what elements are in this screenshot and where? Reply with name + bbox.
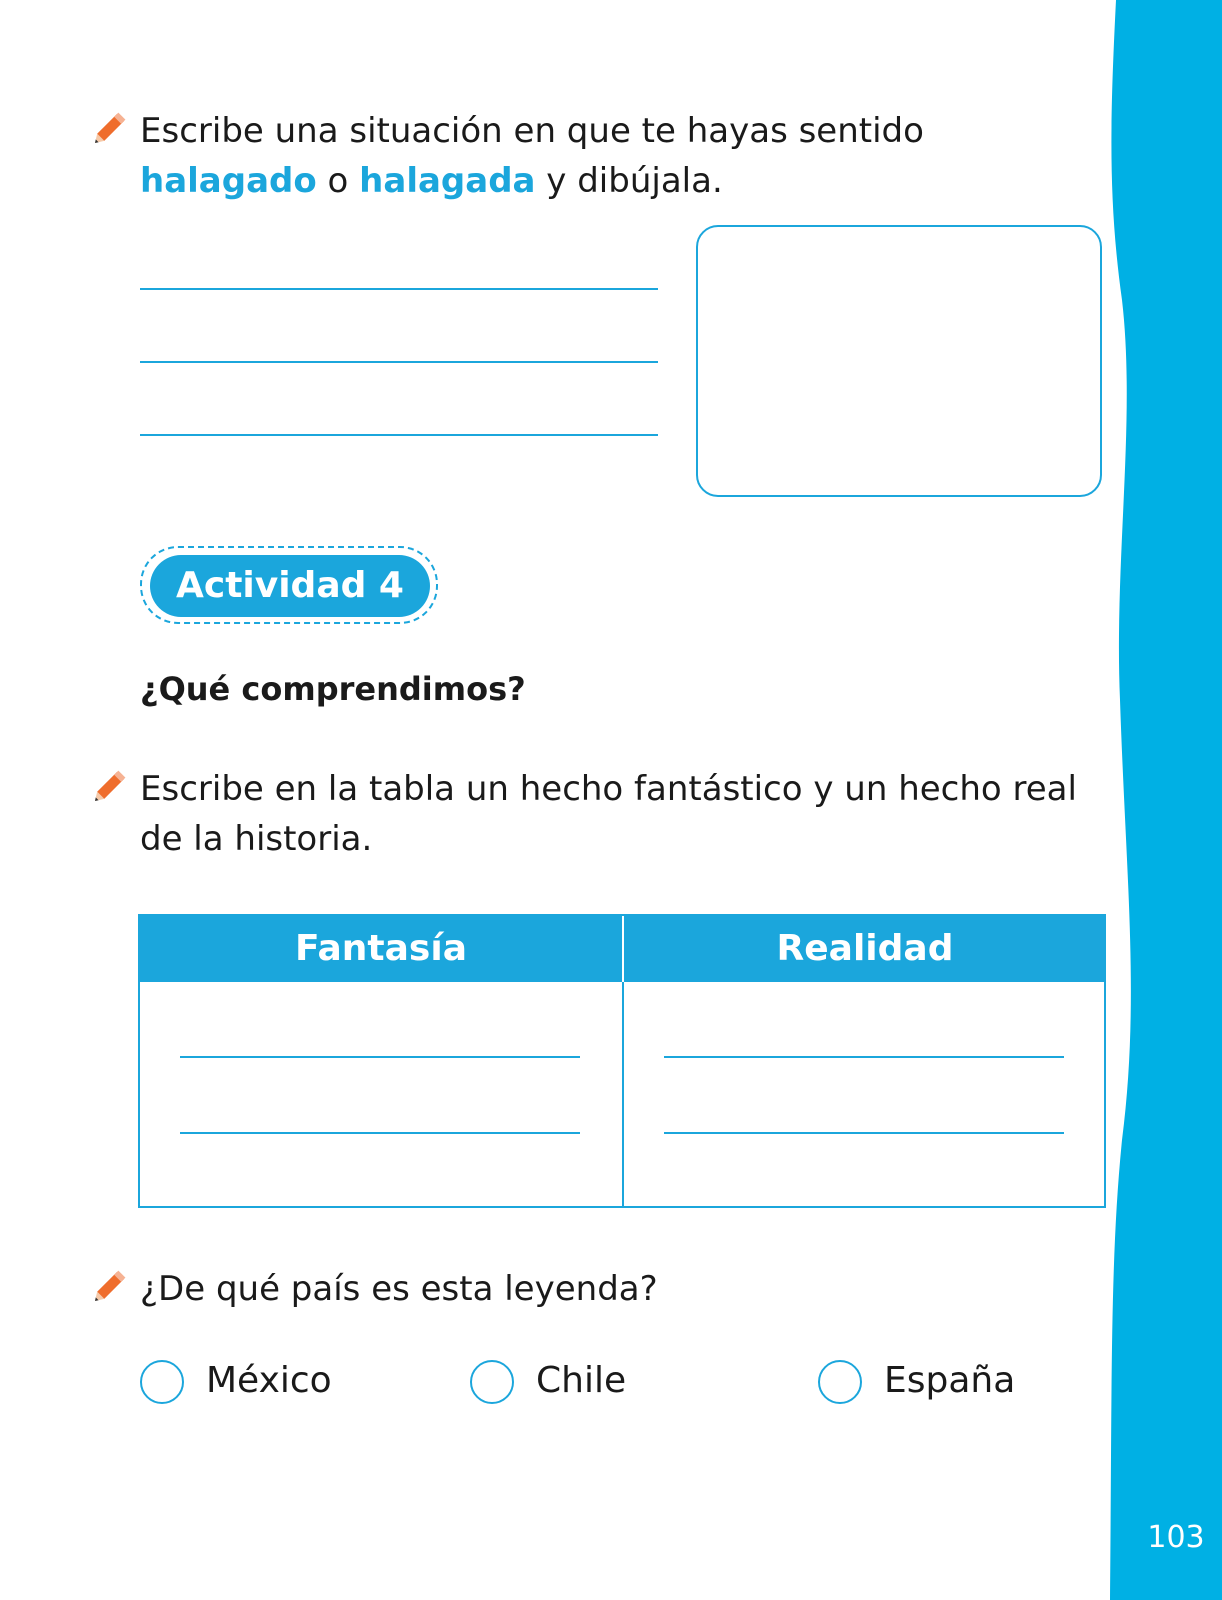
table-writing-line[interactable] — [180, 1132, 580, 1134]
header-divider — [622, 916, 624, 982]
highlight-word-halagada: halagada — [359, 161, 536, 201]
table-writing-line[interactable] — [664, 1132, 1064, 1134]
option-label: Chile — [536, 1360, 627, 1401]
table-writing-line[interactable] — [664, 1056, 1064, 1058]
column-header-realidad: Realidad — [776, 928, 954, 969]
radio-empty-icon[interactable] — [818, 1360, 862, 1404]
pencil-icon — [90, 1262, 134, 1306]
pencil-icon — [90, 104, 134, 148]
instruction-situation: Escribe una situación en que te hayas sentido halagado o halagada y dibújala. — [140, 111, 924, 201]
pencil-icon — [90, 762, 134, 806]
writing-line[interactable] — [140, 361, 658, 363]
instruction-table: Escribe en la tabla un hecho fantástico y un hecho real de la historia. — [140, 769, 1077, 859]
writing-line[interactable] — [140, 288, 658, 290]
option-label: México — [206, 1360, 332, 1401]
page-number: 103 — [1147, 1520, 1205, 1555]
side-band — [1102, 0, 1222, 1600]
activity-badge: Actividad 4 — [150, 555, 430, 617]
fact-table — [138, 914, 1106, 1208]
highlight-word-halagado: halagado — [140, 161, 317, 201]
radio-empty-icon[interactable] — [470, 1360, 514, 1404]
radio-empty-icon[interactable] — [140, 1360, 184, 1404]
quiz-question: ¿De qué país es esta leyenda? — [140, 1269, 658, 1309]
writing-line[interactable] — [140, 434, 658, 436]
option-label: España — [884, 1360, 1016, 1401]
column-header-fantasia: Fantasía — [295, 928, 467, 969]
table-writing-line[interactable] — [180, 1056, 580, 1058]
section-title: ¿Qué comprendimos? — [140, 670, 526, 708]
drawing-box[interactable] — [696, 225, 1102, 497]
